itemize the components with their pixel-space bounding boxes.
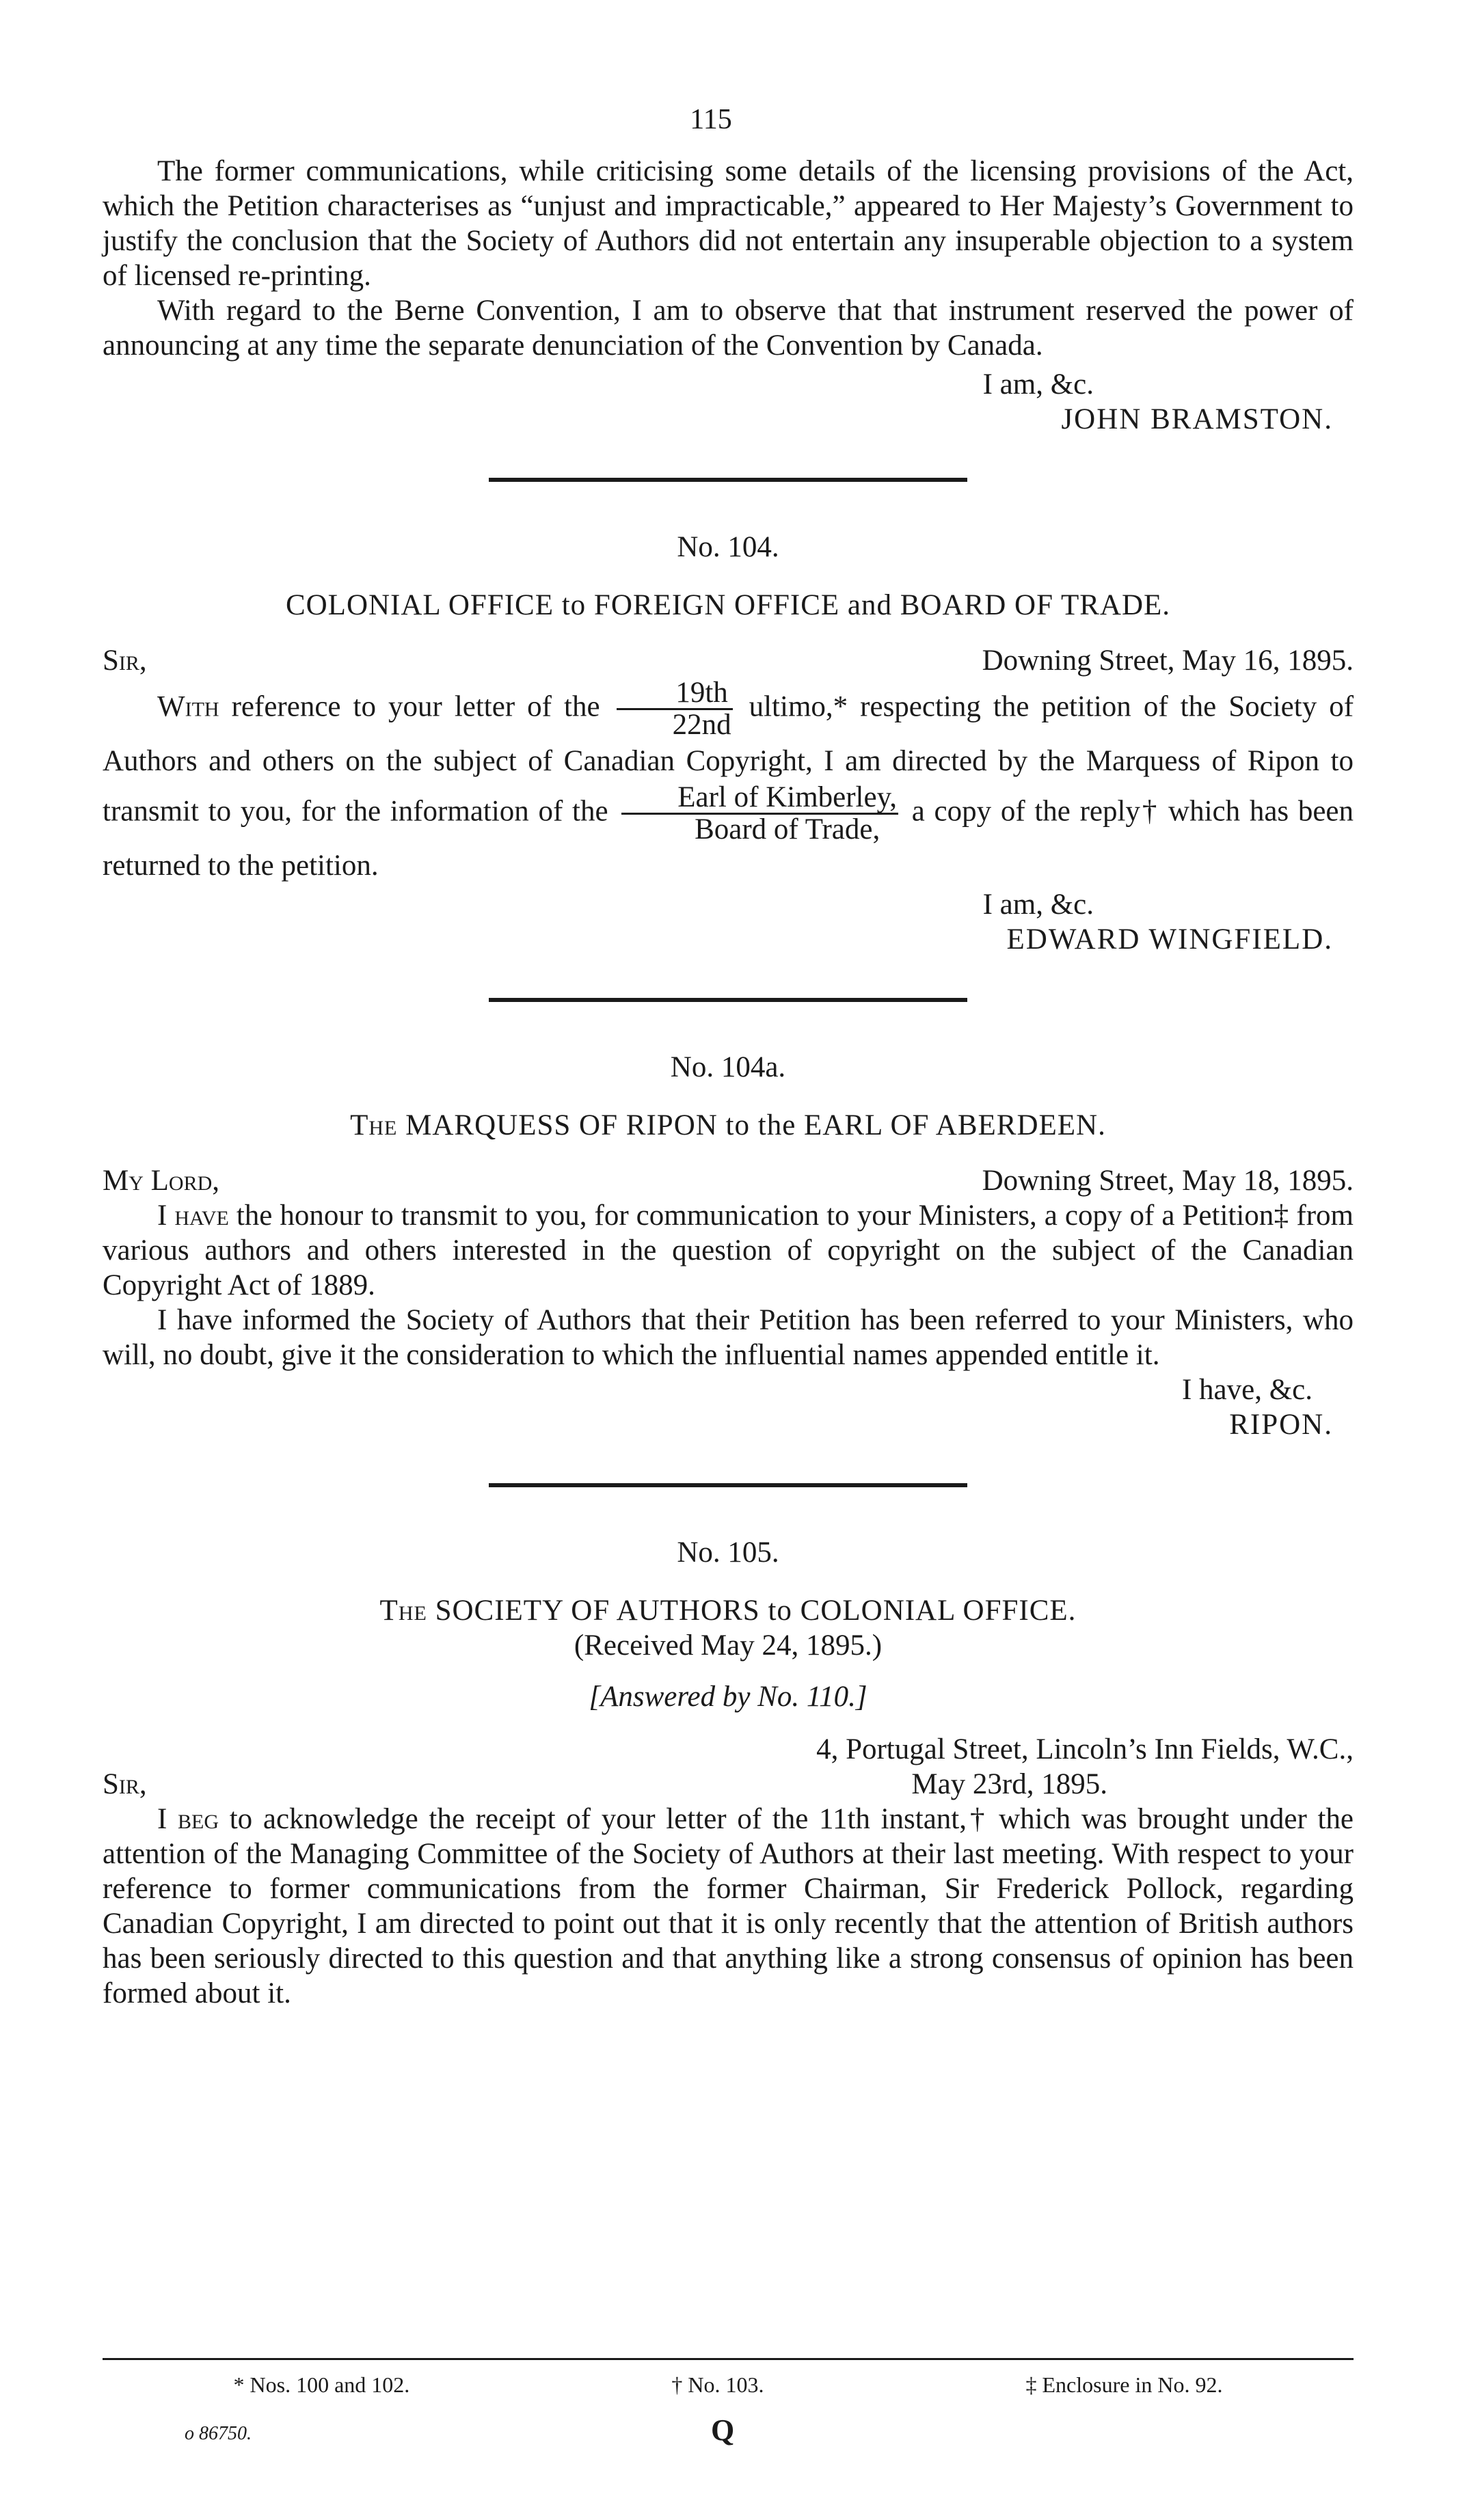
doc-104-recipient-fraction xyxy=(621,783,898,845)
doc-104-fraction-top: 19th xyxy=(617,678,733,710)
doc-104-fraction-bottom: 22nd xyxy=(672,709,731,741)
doc-104-signer: EDWARD WINGFIELD. xyxy=(1006,923,1333,956)
doc-104a-paragraph-1-lead: I have xyxy=(157,1200,229,1232)
doc-104-heading: COLONIAL OFFICE to FOREIGN OFFICE and BOARD OF TRADE. xyxy=(285,589,1171,621)
doc-105-heading-text: SOCIETY OF AUTHORS to COLONIAL OFFICE. xyxy=(435,1595,1077,1627)
doc-104a-heading-text: MARQUESS OF RIPON to the EARL OF ABERDEEN. xyxy=(405,1109,1106,1141)
intro-letter-end xyxy=(103,154,1354,437)
doc-104a-place-date: Downing Street, May 18, 1895. xyxy=(982,1165,1354,1197)
footnotes xyxy=(103,2358,1354,2398)
doc-105-paragraph-lead: I beg xyxy=(157,1803,219,1835)
doc-104a-header-row xyxy=(103,1163,1354,1198)
doc-105-address: 4, Portugal Street, Lincoln’s Inn Fields, W.C., xyxy=(816,1733,1354,1765)
doc-104-body-part-3: a copy of the reply† which has been returned to the petition. xyxy=(103,795,1354,882)
section-divider xyxy=(489,998,967,1002)
doc-104-place-date: Downing Street, May 16, 1895. xyxy=(982,645,1354,677)
doc-104a-heading-lead: The xyxy=(350,1109,398,1141)
doc-105-received: (Received May 24, 1895.) xyxy=(574,1629,883,1662)
document-104 xyxy=(103,530,1354,957)
doc-104-recipient-top: Earl of Kimberley, xyxy=(621,783,898,815)
signature-mark: Q xyxy=(711,2413,735,2447)
doc-105-heading-lead: The xyxy=(379,1595,427,1627)
doc-104a-signer: RIPON. xyxy=(1229,1409,1333,1441)
doc-104-body-part-2: ultimo,* respecting the petition of the Society of Authors and others on the subject of Canadian Copyright, I am directed by the Marquess of Ripon to transmit to you, for the information of the xyxy=(103,690,1354,828)
doc-105-heading xyxy=(103,1593,1354,1628)
doc-104-closing: I am, &c. xyxy=(982,889,1094,921)
document-104a xyxy=(103,1050,1354,1442)
doc-104-body-part-1: reference to your letter of the xyxy=(231,690,600,723)
footnote-2: † No. 103. xyxy=(671,2372,764,2397)
doc-104a-paragraph-2: I have informed the Society of Authors that their Petition has been referred to your Ministers, who will, no doubt, give it the consideration to which the influential names appended entitle it. xyxy=(103,1304,1354,1371)
doc-104-body-lead: With xyxy=(157,690,219,723)
section-divider xyxy=(489,478,967,482)
doc-104a-number: No. 104a. xyxy=(670,1051,786,1083)
doc-105-salutation: Sir, xyxy=(103,1768,147,1800)
doc-104-date-fraction xyxy=(617,678,733,740)
document-105 xyxy=(103,1535,1354,2011)
doc-105-answered: [Answered by No. 110.] xyxy=(589,1681,867,1713)
doc-104a-closing: I have, &c. xyxy=(1181,1374,1313,1406)
section-divider xyxy=(489,1483,967,1487)
intro-signer: JOHN BRAMSTON. xyxy=(1061,403,1333,435)
doc-105-paragraph-text: to acknowledge the receipt of your letter of the 11th instant,† which was brought under the attention of the Managing Committee of the Society of Authors at their last meeting. With respect to your reference to former communications from the former Chairman, Sir Frederick Pollock, regarding Canadian Copyright, I am directed to point out that it is only recently that the attention of British authors has been seriously directed to this question and that anything like a strong consensus of opinion has been formed about it. xyxy=(103,1803,1354,2009)
doc-104a-paragraph-1-text: the honour to transmit to you, for communication to your Ministers, a copy of a Petition‡ from various authors and others interested in the question of copyright on the subject of the Canadian Copyright Act of 1889. xyxy=(103,1200,1354,1301)
doc-104-header-row xyxy=(103,643,1354,678)
doc-104a-salutation: My Lord, xyxy=(103,1165,220,1197)
footnote-3: ‡ Enclosure in No. 92. xyxy=(1025,2372,1223,2397)
doc-104a-heading xyxy=(103,1108,1354,1143)
doc-104-recipient-bottom: Board of Trade, xyxy=(695,813,880,845)
doc-105-date: May 23rd, 1895. xyxy=(911,1768,1107,1800)
intro-paragraph-2: With regard to the Berne Convention, I am to observe that that instrument reserved the power of announcing at any time the separate denunciation of the Convention by Canada. xyxy=(103,295,1354,362)
doc-104-body xyxy=(103,678,1354,887)
print-reference: o 86750. xyxy=(185,2423,252,2444)
doc-104-number: No. 104. xyxy=(677,531,779,563)
intro-closing: I am, &c. xyxy=(982,368,1094,401)
document-page xyxy=(103,103,1354,2011)
doc-105-number: No. 105. xyxy=(677,1536,779,1569)
doc-105-header-row xyxy=(103,1767,1354,1802)
page-number: 115 xyxy=(690,104,732,135)
intro-paragraph-1: The former communications, while criticising some details of the licensing provisions of the Act, which the Petition characterises as “unjust and impracticable,” appeared to Her Majesty’s Government to justify the conclusion that the Society of Authors did not entertain any insuperable objection to a system of licensed re-printing. xyxy=(103,155,1354,292)
doc-104-salutation: Sir, xyxy=(103,645,147,677)
doc-104a-paragraph-1 xyxy=(103,1198,1354,1303)
doc-105-paragraph xyxy=(103,1802,1354,2011)
footnote-1: * Nos. 100 and 102. xyxy=(233,2372,410,2397)
